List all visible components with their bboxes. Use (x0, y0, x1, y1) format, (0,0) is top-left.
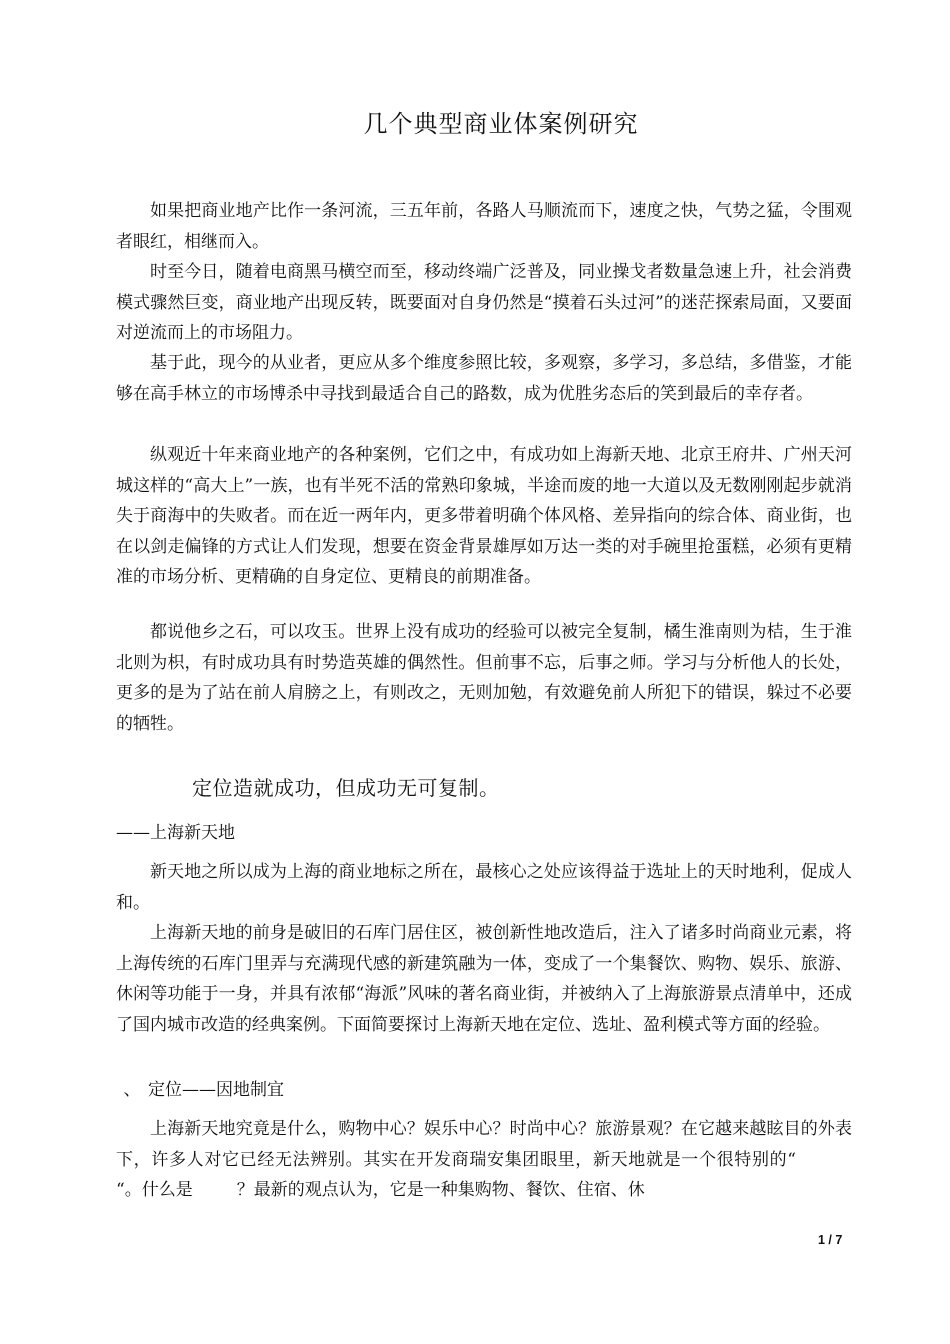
case-heading: 定位造就成功，但成功无可复制。 (192, 776, 500, 800)
page-title: 几个典型商业体案例研究 (363, 110, 639, 138)
case-paragraph-1: 新天地之所以成为上海的商业地标之所在，最核心之处应该得益于选址上的天时地利，促成人和。 (116, 862, 852, 913)
case-paragraph-2: 上海新天地的前身是破旧的石库门居住区，被创新性地改造后，注入了诸多时尚商业元素，将上海传统的石库门里弄与充满现代感的新建筑融为一体，变成了一个集餐饮、购物、娱乐、旅游、休闲等功能于一身，并具有浓郁“海派”风味的著名商业街，并被纳入了上海旅游景点清单中，还成了国内城市改造的经典案例。下面简要探讨上海新天地在定位、选址、盈利模式等方面的经验。 (116, 923, 852, 1035)
section-title: 定位——因地制宜 (148, 1080, 284, 1100)
section-heading (116, 1075, 284, 1100)
section-number: 、 (123, 1080, 141, 1100)
section-paragraph-part-1: 上海新天地究竟是什么，购物中心？娱乐中心？时尚中心？旅游景观？在它越来越眩目的外表下，许多人对它已经无法辨别。其实在开发商瑞安集团眼里，新天地就是一个很特别的“ (116, 1119, 852, 1170)
case-name: ——上海新天地 (116, 823, 235, 843)
intro-paragraph-4: 纵观近十年来商业地产的各种案例，它们之中，有成功如上海新天地、北京王府井、广州天河城这样的“高大上”一族，也有半死不活的常熟印象城，半途而废的地一大道以及无数刚刚起步就消失于商海中的失败者。而在近一两年内，更多带着明确个体风格、差异指向的综合体、商业街，也在以剑走偏锋的方式让人们发现，想要在资金背景雄厚如万达一类的对手碗里抢蛋糕，必须有更精准的市场分析、更精确的自身定位、更精良的前期准备。 (116, 445, 852, 587)
intro-paragraph-5: 都说他乡之石，可以攻玉。世界上没有成功的经验可以被完全复制，橘生淮南则为桔，生于淮北则为枳，有时成功具有时势造英雄的偶然性。但前事不忘，后事之师。学习与分析他人的长处，更多的是为了站在前人肩膀之上，有则改之，无则加勉，有效避免前人所犯下的错误，躲过不必要的牺牲。 (116, 622, 852, 734)
section-paragraph-part-3: ？最新的观点认为，它是一种集购物、餐饮、住宿、休 (236, 1180, 645, 1200)
section-paragraph-part-2: “。什么是 (116, 1180, 193, 1200)
section-paragraph (116, 1114, 852, 1206)
intro-paragraph-3: 基于此，现今的从业者，更应从多个维度参照比较，多观察，多学习，多总结，多借鉴，才能够在高手林立的市场博杀中寻找到最适合自己的路数，成为优胜劣态后的笑到最后的幸存者。 (116, 353, 852, 404)
intro-paragraph-1: 如果把商业地产比作一条河流，三五年前，各路人马顺流而下，速度之快，气势之猛，令围观者眼红，相继而入。 (116, 201, 852, 252)
page-number: 1 / 7 (818, 1233, 843, 1247)
intro-paragraph-2: 时至今日，随着电商黑马横空而至，移动终端广泛普及，同业操戈者数量急速上升，社会消费模式骤然巨变，商业地产出现反转，既要面对自身仍然是“摸着石头过河”的迷茫探索局面，又要面对逆流而上的市场阻力。 (116, 262, 852, 343)
